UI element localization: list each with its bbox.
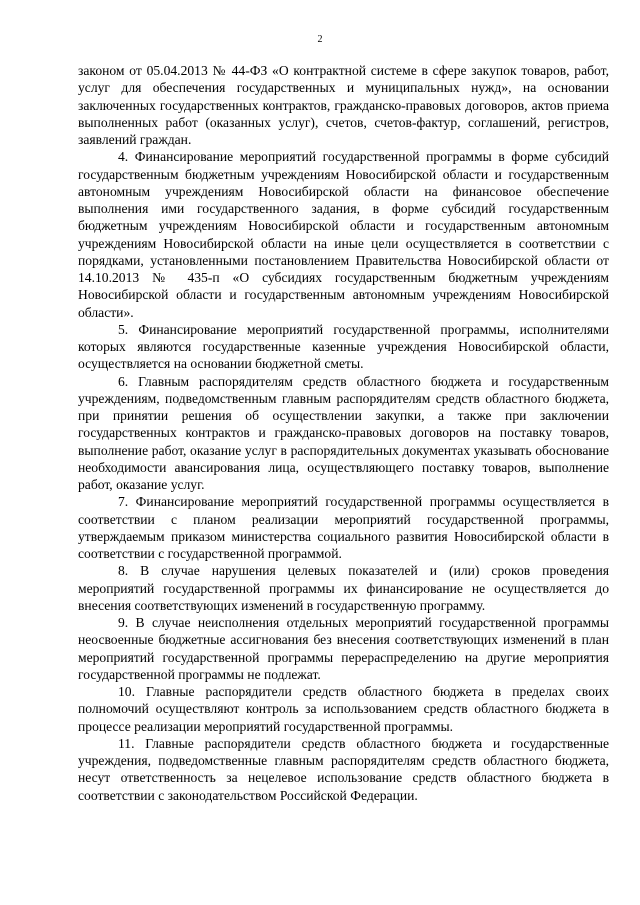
paragraph-item-5: 5. Финансирование мероприятий государственной программы, исполнителями которых являются государственные казенные учреждения Новосибирской области, осуществляется на основании бюджетной сметы. [78, 321, 609, 372]
document-body [78, 62, 609, 804]
paragraph-item-8: 8. В случае нарушения целевых показателей и (или) сроков проведения мероприятий государственной программы их финансирование не осуществляется до внесения соответствующих изменений в государственную программу. [78, 563, 609, 613]
paragraph-item-10: 10. Главные распорядители средств областного бюджета в пределах своих полномочий осуществляют контроль за использованием средств областного бюджета в процессе реализации мероприятий государственной программы. [78, 684, 609, 734]
paragraph-continuation: законом от 05.04.2013 № 44-ФЗ «О контрактной системе в сфере закупок товаров, работ, услуг для обеспечения государственных и муниципальных нужд», на основании заключенных государственных контрактов, гражданско-правовых договоров, актов приема выполненных работ (оказанных услуг), счетов, счетов-фактур, соглашений, регистров, заявлений граждан. [78, 63, 609, 147]
paragraph-item-7: 7. Финансирование мероприятий государственной программы осуществляется в соответствии с планом реализации мероприятий государственной программы, утверждаемым приказом министерства социального развития Новосибирской области в соответствии с государственной программой. [78, 494, 609, 561]
page-number: 2 [317, 34, 323, 45]
paragraph-item-4: 4. Финансирование мероприятий государственной программы в форме субсидий государственным бюджетным учреждениям Новосибирской области и государственным автономным учреждениям Новосибирской области на финансовое обеспечение выполнения ими государственного задания, в форме субсидий государственным бюджетным учреждениям Новосибирской области и государственным автономным учреждениям Новосибирской области на иные цели осуществляется в соответствии с порядками, установленными постановлением Правительства Новосибирской области от 14.10.2013 № 435-п «О субсидиях государственным бюджетным учреждениям Новосибирской области и государственным автономным учреждениям Новосибирской области». [78, 149, 609, 320]
paragraph-item-11: 11. Главные распорядители средств областного бюджета и государственные учреждения, подведомственные главным распорядителям средств областного бюджета, несут ответственность за нецелевое использование средств областного бюджета в соответствии с законодательством Российской Федерации. [78, 735, 609, 803]
paragraph-item-9: 9. В случае неисполнения отдельных мероприятий государственной программы неосвоенные бюджетные ассигнования без внесения соответствующих изменений в план мероприятий государственной программы перераспределению на другие мероприятия государственной программы не подлежат. [78, 615, 609, 682]
paragraph-item-6: 6. Главным распорядителям средств областного бюджета и государственным учреждениям, подведомственным главным распорядителям средств областного бюджета, при принятии решения об осуществлении закупки, а также при заключении государственных контрактов и гражданско-правовых договоров на поставку товаров, выполнение работ, оказание услуг в распорядительных документах указывать обоснование необходимости авансирования лица, осуществляющего поставку товаров, выполнение работ, оказание услуг. [78, 373, 609, 492]
